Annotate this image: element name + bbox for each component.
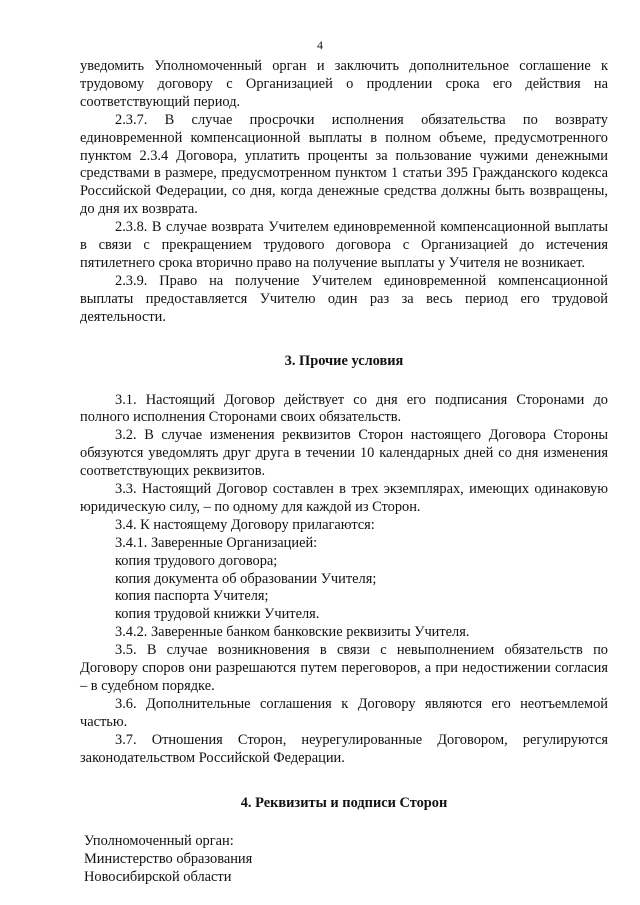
attachment-item: копия документа об образовании Учителя; xyxy=(115,570,377,587)
section-4-heading: 4. Реквизиты и подписи Сторон xyxy=(240,794,448,811)
clause-3-4-1: 3.4.1. Заверенные Организацией: xyxy=(115,534,318,551)
clause-2-3-9: 2.3.9. Право на получение Учителем единовременной компенсационной выплаты предоставляется Учителю один раз за весь период его трудовой деятельности. xyxy=(80,272,608,325)
document-body xyxy=(80,58,608,887)
clause-3-6: 3.6. Дополнительные соглашения к Договору являются его неотъемлемой частью. xyxy=(80,695,608,730)
clause-3-1: 3.1. Настоящий Договор действует со дня его подписания Сторонами до полного исполнения Сторонами своих обязательств. xyxy=(80,391,608,426)
attachment-item: копия трудового договора; xyxy=(115,552,278,569)
clause-2-3-7: 2.3.7. В случае просрочки исполнения обязательства по возврату единовременной компенсационной выплаты в полном объеме, предусмотренного пунктом 2.3.4 Договора, уплатить проценты за пользование чужими денежными средствами в размере, предусмотренном пунктом 1 статьи 395 Гражданского кодекса Российской Федерации, со дня, когда денежные средства должны быть возвращены, до дня их возврата. xyxy=(80,111,608,218)
section-2-continuation: уведомить Уполномоченный орган и заключить дополнительное соглашение к трудовому договору с Организацией о продлении срока его действия на соответствующий период. xyxy=(80,58,608,110)
clause-2-3-8: 2.3.8. В случае возврата Учителем единовременной компенсационной выплаты в связи с прекращением трудового договора с Организацией до истечения пятилетнего срока вторично право на получение выплаты у Учителя не возникает. xyxy=(80,219,608,271)
clause-3-4-2: 3.4.2. Заверенные банком банковские реквизиты Учителя. xyxy=(115,624,470,641)
clause-3-4: 3.4. К настоящему Договору прилагаются: xyxy=(115,516,375,533)
party-line: Уполномоченный орган: xyxy=(84,833,234,850)
clause-3-2: 3.2. В случае изменения реквизитов Сторон настоящего Договора Стороны обязуются уведомлять друг друга в течении 10 календарных дней со дня изменения соответствующих реквизитов. xyxy=(80,427,608,480)
page-number: 4 xyxy=(317,38,323,52)
section-3-heading: 3. Прочие условия xyxy=(284,352,404,369)
clause-3-7: 3.7. Отношения Сторон, неурегулированные Договором, регулируются законодательством Российской Федерации. xyxy=(80,731,608,766)
party-line: Министерство образования xyxy=(84,851,253,868)
attachment-item: копия трудовой книжки Учителя. xyxy=(115,606,320,623)
clause-3-5: 3.5. В случае возникновения в связи с невыполнением обязательств по Договору споров они разрешаются путем переговоров, а при недостижении согласия – в судебном порядке. xyxy=(80,642,608,694)
clause-3-3: 3.3. Настоящий Договор составлен в трех экземплярах, имеющих одинаковую юридическую силу, – по одному для каждой из Сторон. xyxy=(80,481,608,515)
party-line: Новосибирской области xyxy=(84,869,232,886)
attachment-item: копия паспорта Учителя; xyxy=(115,588,269,605)
